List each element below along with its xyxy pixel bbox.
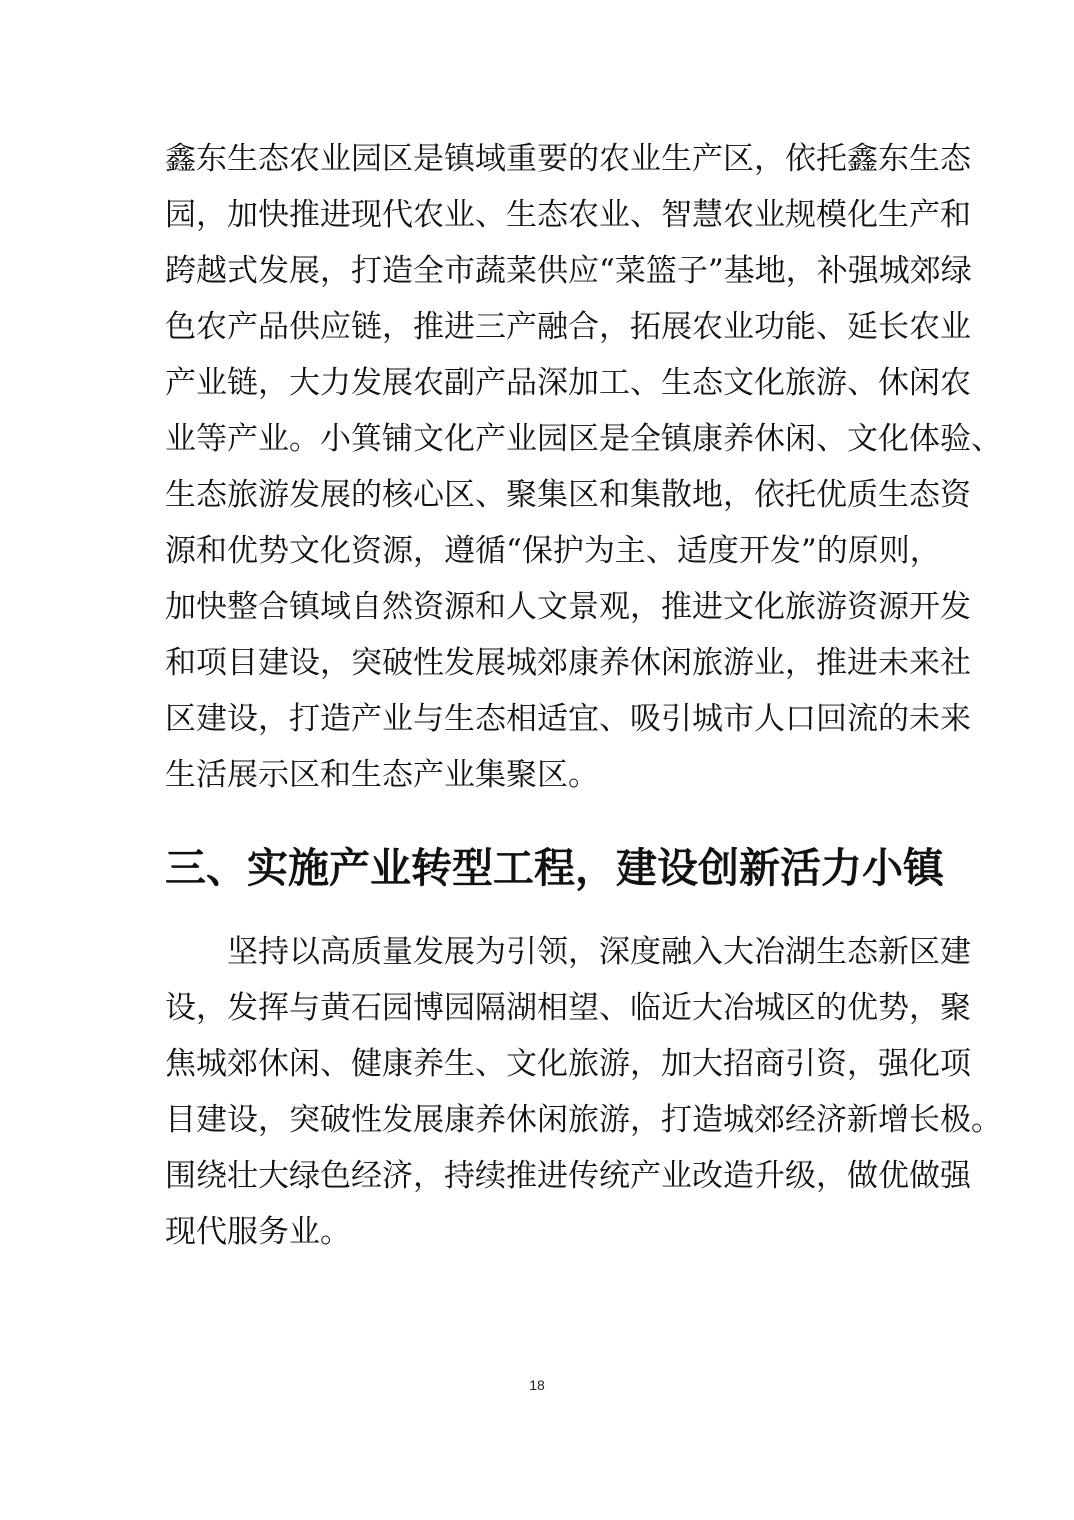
paragraph-line: 焦城郊休闲、健康养生、文化旅游，加大招商引资，强化项 bbox=[165, 1046, 971, 1082]
paragraph-line: 业等产业。小箕铺文化产业园区是全镇康养休闲、文化体验、 bbox=[165, 421, 1002, 457]
paragraph-line: 现代服务业。 bbox=[165, 1214, 351, 1250]
section-heading: 三、实施产业转型工程，建设创新活力小镇 bbox=[165, 844, 944, 892]
paragraph-line: 跨越式发展，打造全市蔬菜供应“菜篮子”基地，补强城郊绿 bbox=[165, 253, 972, 289]
paragraph-line: 坚持以高质量发展为引领，深度融入大冶湖生态新区建 bbox=[227, 934, 971, 970]
paragraph-line: 生活展示区和生态产业集聚区。 bbox=[165, 757, 599, 793]
paragraph-line: 园，加快推进现代农业、生态农业、智慧农业规模化生产和 bbox=[165, 197, 971, 233]
paragraph-line: 目建设，突破性发展康养休闲旅游，打造城郊经济新增长极。 bbox=[165, 1102, 1002, 1138]
paragraph-line: 鑫东生态农业园区是镇域重要的农业生产区，依托鑫东生态 bbox=[165, 141, 971, 177]
paragraph-line: 加快整合镇域自然资源和人文景观，推进文化旅游资源开发 bbox=[165, 589, 971, 625]
paragraph-line: 生态旅游发展的核心区、聚集区和集散地，依托优质生态资 bbox=[165, 477, 971, 513]
paragraph-line: 源和优势文化资源，遵循“保护为主、适度开发”的原则， bbox=[165, 533, 941, 569]
paragraph-line: 围绕壮大绿色经济，持续推进传统产业改造升级，做优做强 bbox=[165, 1158, 971, 1194]
paragraph-line: 区建设，打造产业与生态相适宜、吸引城市人口回流的未来 bbox=[165, 701, 971, 737]
page-number: 18 bbox=[529, 1377, 545, 1393]
paragraph-line: 和项目建设，突破性发展城郊康养休闲旅游业，推进未来社 bbox=[165, 645, 971, 681]
paragraph-line: 色农产品供应链，推进三产融合，拓展农业功能、延长农业 bbox=[165, 309, 971, 345]
paragraph-line: 产业链，大力发展农副产品深加工、生态文化旅游、休闲农 bbox=[165, 365, 971, 401]
paragraph-line: 设，发挥与黄石园博园隔湖相望、临近大冶城区的优势，聚 bbox=[165, 990, 971, 1026]
